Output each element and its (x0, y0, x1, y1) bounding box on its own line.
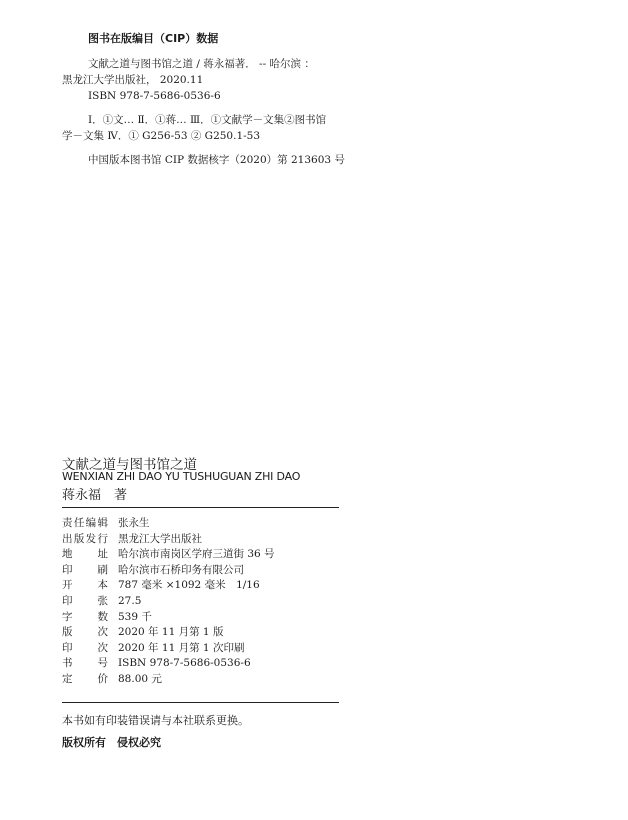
cip-line-isbn: ISBN 978-7-5686-0536-6 (88, 90, 221, 102)
info-value: 88.00 元 (118, 672, 162, 685)
info-label: 字数 (62, 610, 108, 623)
info-value: 787 毫米 ×1092 毫米 1/16 (118, 579, 260, 592)
info-value: 张永生 (118, 517, 150, 529)
info-label: 印次 (62, 641, 108, 654)
cip-title: 图书在版编目（CIP）数据 (88, 32, 219, 45)
info-value: 539 千 (118, 610, 152, 623)
cip-line-publisher: 黑龙江大学出版社， 2020.11 (62, 74, 204, 86)
info-label: 书号 (62, 657, 108, 670)
info-value: 黑龙江大学出版社 (118, 532, 202, 545)
info-value: 2020 年 11 月第 1 次印刷 (118, 641, 245, 654)
cip-line-title: 文献之道与图书馆之道 / 蒋永福著． -- 哈尔滨 ： (88, 58, 315, 70)
info-label: 印张 (62, 594, 108, 607)
info-value: ISBN 978-7-5686-0536-6 (118, 657, 251, 670)
info-label: 定价 (62, 672, 108, 685)
info-label: 版次 (62, 626, 108, 639)
cip-line-record-number: 中国版本图书馆 CIP 数据核字（2020）第 213603 号 (88, 154, 345, 166)
top-rule (62, 507, 339, 508)
info-label: 出版发行 (62, 532, 108, 545)
cip-line-subjects: Ⅰ．①文… Ⅱ．①蒋… Ⅲ．①文献学－文集②图书馆 (88, 114, 327, 126)
book-title: 文献之道与图书馆之道 (62, 457, 197, 473)
book-author: 蒋永福 著 (62, 488, 128, 503)
bottom-rule (62, 702, 339, 703)
info-value: 2020 年 11 月第 1 版 (118, 626, 224, 639)
info-label: 地址 (62, 548, 108, 561)
info-value: 27.5 (118, 594, 142, 607)
info-value: 哈尔滨市南岗区学府三道街 36 号 (118, 548, 275, 561)
info-label: 责任编辑 (62, 517, 108, 529)
book-pinyin-title: WENXIAN ZHI DAO YU TUSHUGUAN ZHI DAO (62, 470, 301, 483)
copyright-notice: 版权所有 侵权必究 (62, 736, 161, 749)
info-value: 哈尔滨市石桥印务有限公司 (118, 563, 244, 576)
cip-line-classification: 学－文集 Ⅳ．① G256-53 ② G250.1-53 (62, 130, 261, 142)
replacement-notice: 本书如有印装错误请与本社联系更换。 (62, 714, 249, 727)
info-label: 印刷 (62, 563, 108, 576)
info-label: 开本 (62, 579, 108, 592)
